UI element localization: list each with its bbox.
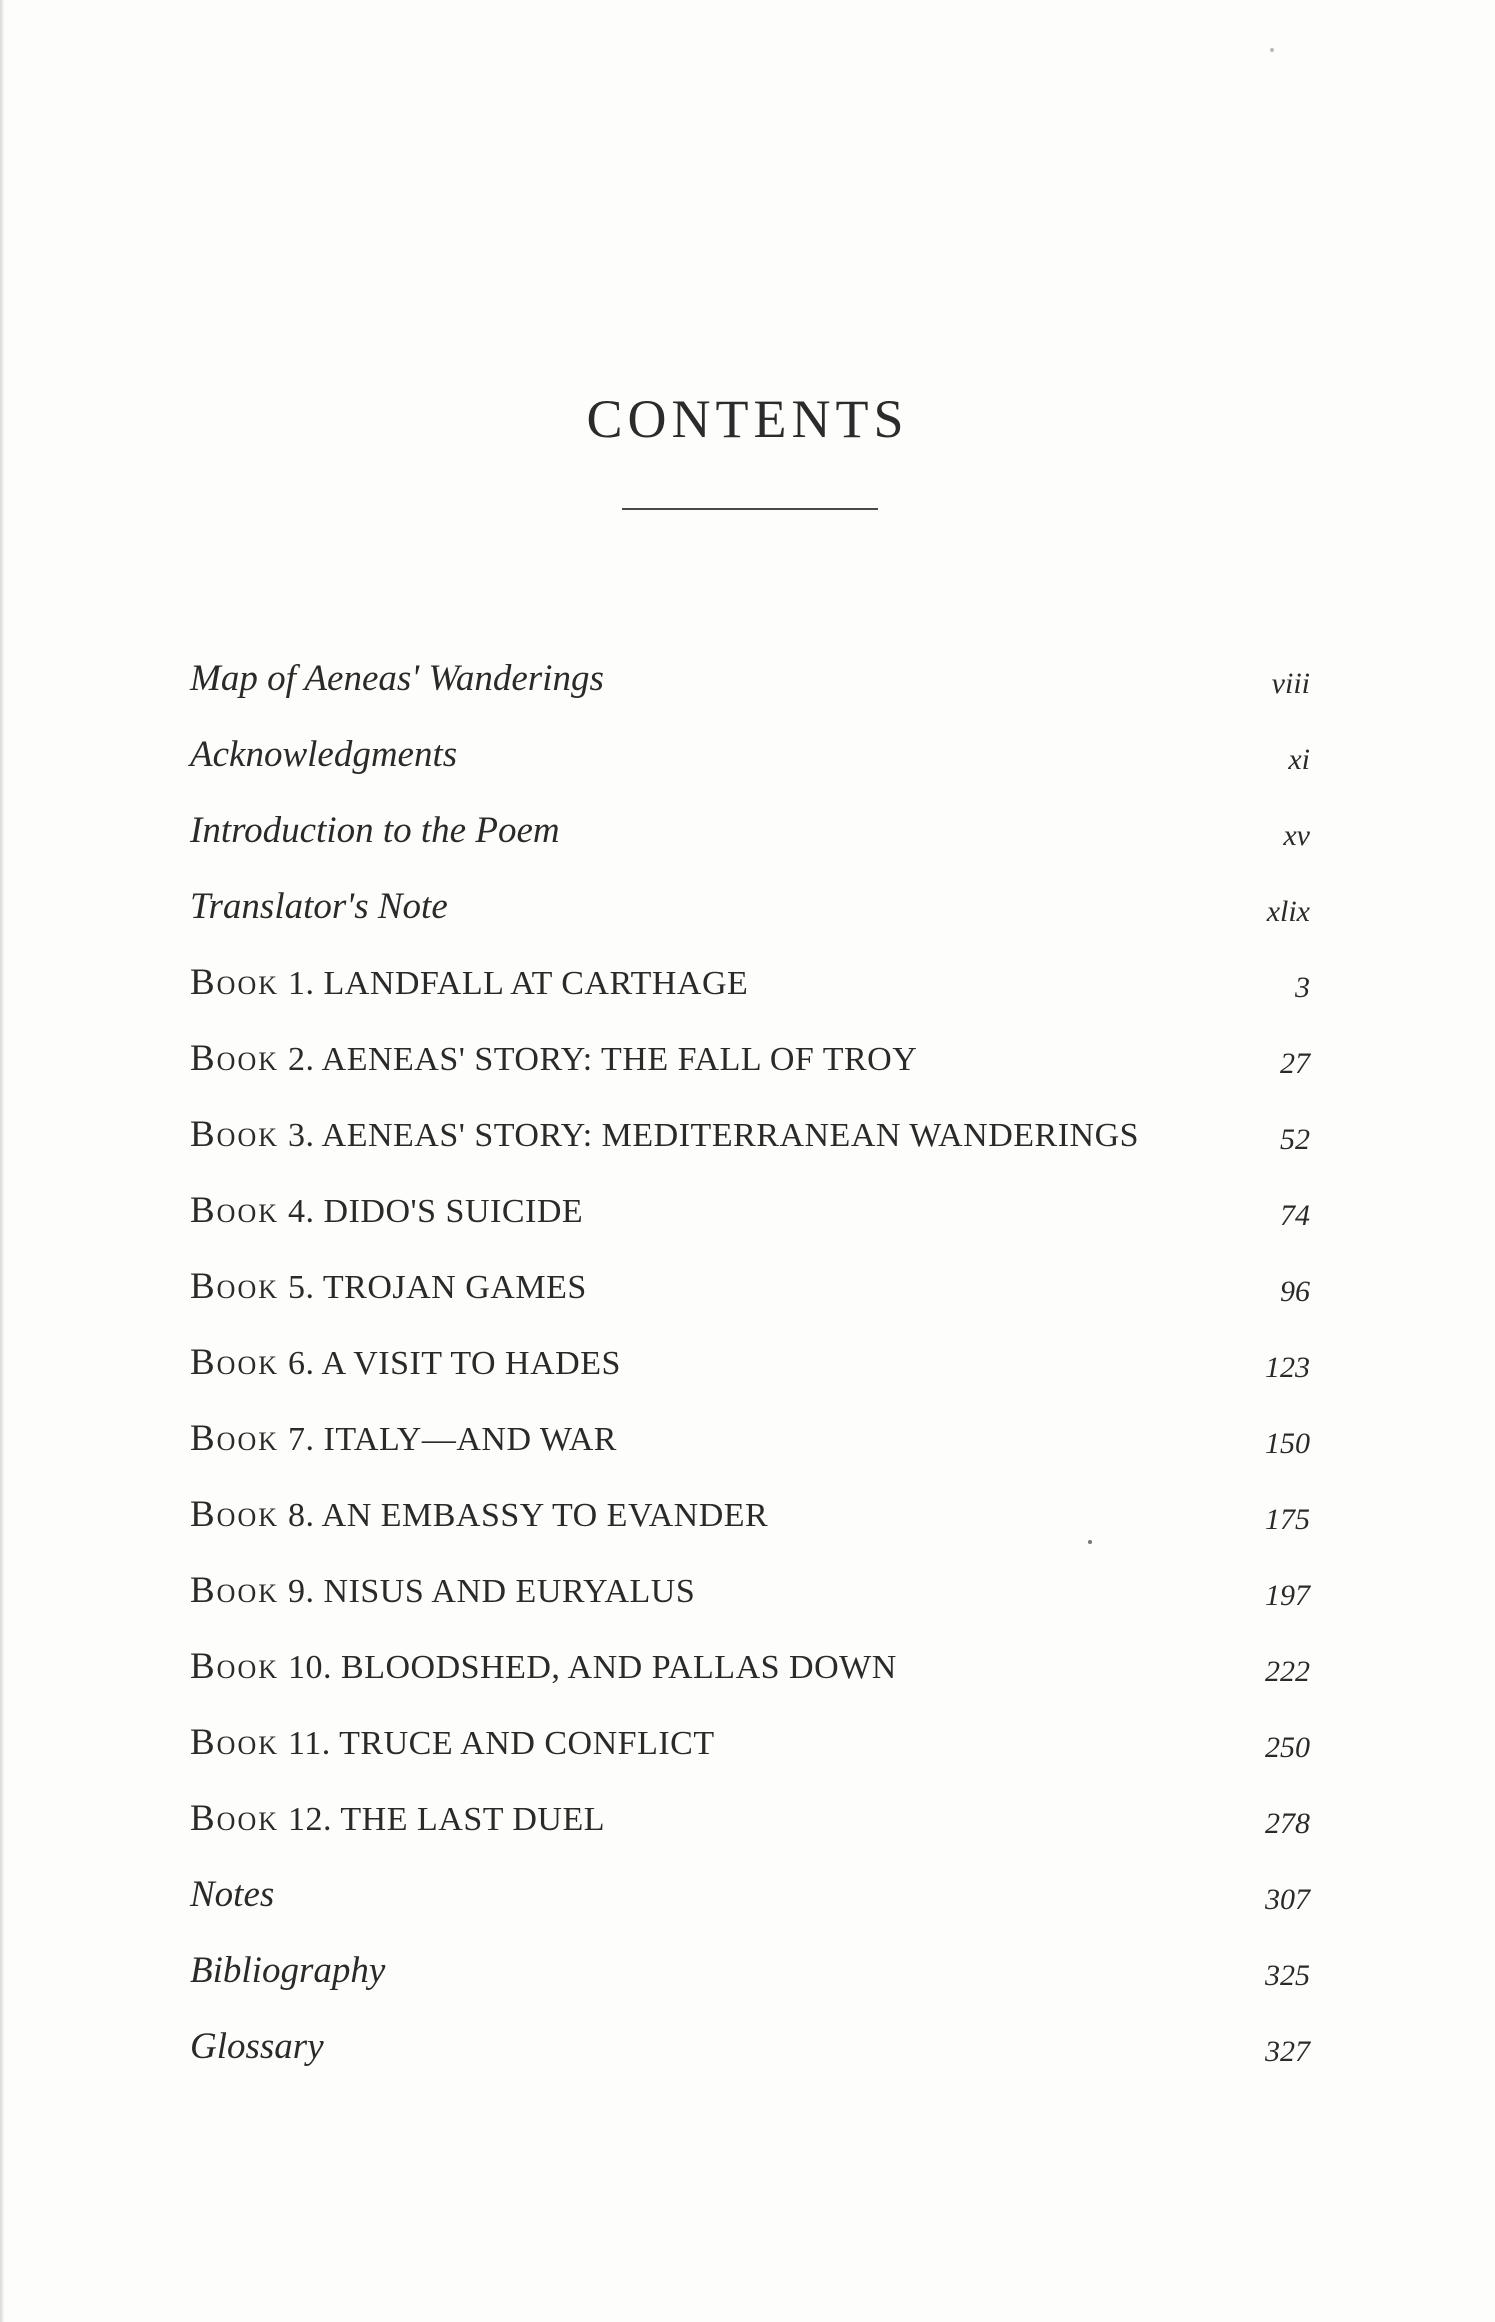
book-title: 1. LANDFALL AT CARTHAGE xyxy=(279,964,749,1002)
toc-entry-label xyxy=(190,1341,621,1384)
toc-entry-label: Translator's Note xyxy=(190,885,448,927)
book-word: Book xyxy=(190,1569,280,1611)
toc-page-number: 278 xyxy=(1265,1807,1310,1840)
toc-entry-label xyxy=(190,1113,1139,1156)
book-word: Book xyxy=(190,961,280,1003)
toc-page-number: 150 xyxy=(1265,1427,1310,1460)
toc-page-number: 327 xyxy=(1265,2035,1310,2068)
book-word: Book xyxy=(190,1797,280,1839)
toc-entry-book-2[interactable] xyxy=(190,1020,1310,1096)
toc-entry-book-5[interactable] xyxy=(190,1248,1310,1324)
page-title: CONTENTS xyxy=(586,389,909,449)
toc-page-number: 27 xyxy=(1280,1047,1310,1080)
book-title: 3. AENEAS' STORY: MEDITERRANEAN WANDERINGS xyxy=(279,1116,1140,1154)
toc-entry-book-3[interactable] xyxy=(190,1096,1310,1172)
book-title: 10. BLOODSHED, AND PALLAS DOWN xyxy=(279,1648,897,1686)
table-of-contents xyxy=(190,640,1310,2084)
toc-entry-acknowledgments[interactable] xyxy=(190,716,1310,792)
toc-entry-book-6[interactable] xyxy=(190,1324,1310,1400)
toc-entry-label xyxy=(190,1721,715,1764)
toc-entry-label xyxy=(190,961,748,1004)
toc-entry-book-8[interactable] xyxy=(190,1476,1310,1552)
book-word: Book xyxy=(190,1645,280,1687)
book-word: Book xyxy=(190,1341,280,1383)
toc-entry-book-12[interactable] xyxy=(190,1780,1310,1856)
toc-entry-label xyxy=(190,1645,897,1688)
toc-entry-label: Bibliography xyxy=(190,1949,386,1991)
toc-entry-bibliography[interactable] xyxy=(190,1932,1310,2008)
toc-page-number: 96 xyxy=(1280,1275,1310,1308)
toc-entry-label xyxy=(190,1569,695,1612)
book-word: Book xyxy=(190,1189,280,1231)
book-title: 6. A VISIT TO HADES xyxy=(279,1344,621,1382)
toc-entry-label xyxy=(190,1417,617,1460)
paper-speck xyxy=(1270,48,1274,52)
toc-page-number: 325 xyxy=(1265,1959,1310,1992)
book-title: 9. NISUS AND EURYALUS xyxy=(279,1572,696,1610)
book-word: Book xyxy=(190,1113,280,1155)
toc-page-number: 222 xyxy=(1265,1655,1310,1688)
toc-entry-book-11[interactable] xyxy=(190,1704,1310,1780)
book-title: 8. AN EMBASSY TO EVANDER xyxy=(279,1496,769,1534)
toc-page-number: 52 xyxy=(1280,1123,1310,1156)
book-word: Book xyxy=(190,1265,280,1307)
toc-entry-label: Glossary xyxy=(190,2025,324,2067)
toc-entry-introduction[interactable] xyxy=(190,792,1310,868)
toc-page-number: 250 xyxy=(1265,1731,1310,1764)
toc-entry-label xyxy=(190,1493,768,1536)
toc-entry-book-9[interactable] xyxy=(190,1552,1310,1628)
book-title: 7. ITALY—AND WAR xyxy=(279,1420,617,1458)
book-word: Book xyxy=(190,1493,280,1535)
book-word: Book xyxy=(190,1721,280,1763)
toc-page-number: viii xyxy=(1271,667,1310,700)
title-divider xyxy=(622,508,878,510)
toc-page-number: xi xyxy=(1288,743,1310,776)
toc-page-number: 74 xyxy=(1280,1199,1310,1232)
toc-entry-book-1[interactable] xyxy=(190,944,1310,1020)
toc-page-number: 307 xyxy=(1265,1883,1310,1916)
toc-entry-label xyxy=(190,1037,917,1080)
book-title: 2. AENEAS' STORY: THE FALL OF TROY xyxy=(279,1040,918,1078)
toc-entry-label: Map of Aeneas' Wanderings xyxy=(190,657,604,699)
toc-page-number: 197 xyxy=(1265,1579,1310,1612)
toc-entry-book-7[interactable] xyxy=(190,1400,1310,1476)
toc-entry-translators-note[interactable] xyxy=(190,868,1310,944)
book-title: 4. DIDO'S SUICIDE xyxy=(279,1192,584,1230)
book-title: 11. TRUCE AND CONFLICT xyxy=(279,1724,715,1762)
toc-page-number: 123 xyxy=(1265,1351,1310,1384)
toc-page-number: 175 xyxy=(1265,1503,1310,1536)
toc-entry-map[interactable] xyxy=(190,640,1310,716)
page-edge-shadow xyxy=(0,0,4,2322)
book-word: Book xyxy=(190,1417,280,1459)
toc-entry-label: Notes xyxy=(190,1873,275,1915)
toc-entry-book-4[interactable] xyxy=(190,1172,1310,1248)
toc-page-number: xv xyxy=(1283,819,1310,852)
toc-entry-label xyxy=(190,1797,605,1840)
toc-entry-label xyxy=(190,1189,583,1232)
toc-entry-notes[interactable] xyxy=(190,1856,1310,1932)
book-title: 12. THE LAST DUEL xyxy=(279,1800,606,1838)
toc-entry-label: Introduction to the Poem xyxy=(190,809,560,851)
toc-entry-label: Acknowledgments xyxy=(190,733,458,775)
book-title: 5. TROJAN GAMES xyxy=(279,1268,587,1306)
book-word: Book xyxy=(190,1037,280,1079)
toc-page-number: xlix xyxy=(1266,895,1310,928)
toc-page-number: 3 xyxy=(1295,971,1310,1004)
toc-entry-book-10[interactable] xyxy=(190,1628,1310,1704)
paper-speck xyxy=(1088,1540,1092,1544)
toc-entry-label xyxy=(190,1265,587,1308)
toc-entry-glossary[interactable] xyxy=(190,2008,1310,2084)
